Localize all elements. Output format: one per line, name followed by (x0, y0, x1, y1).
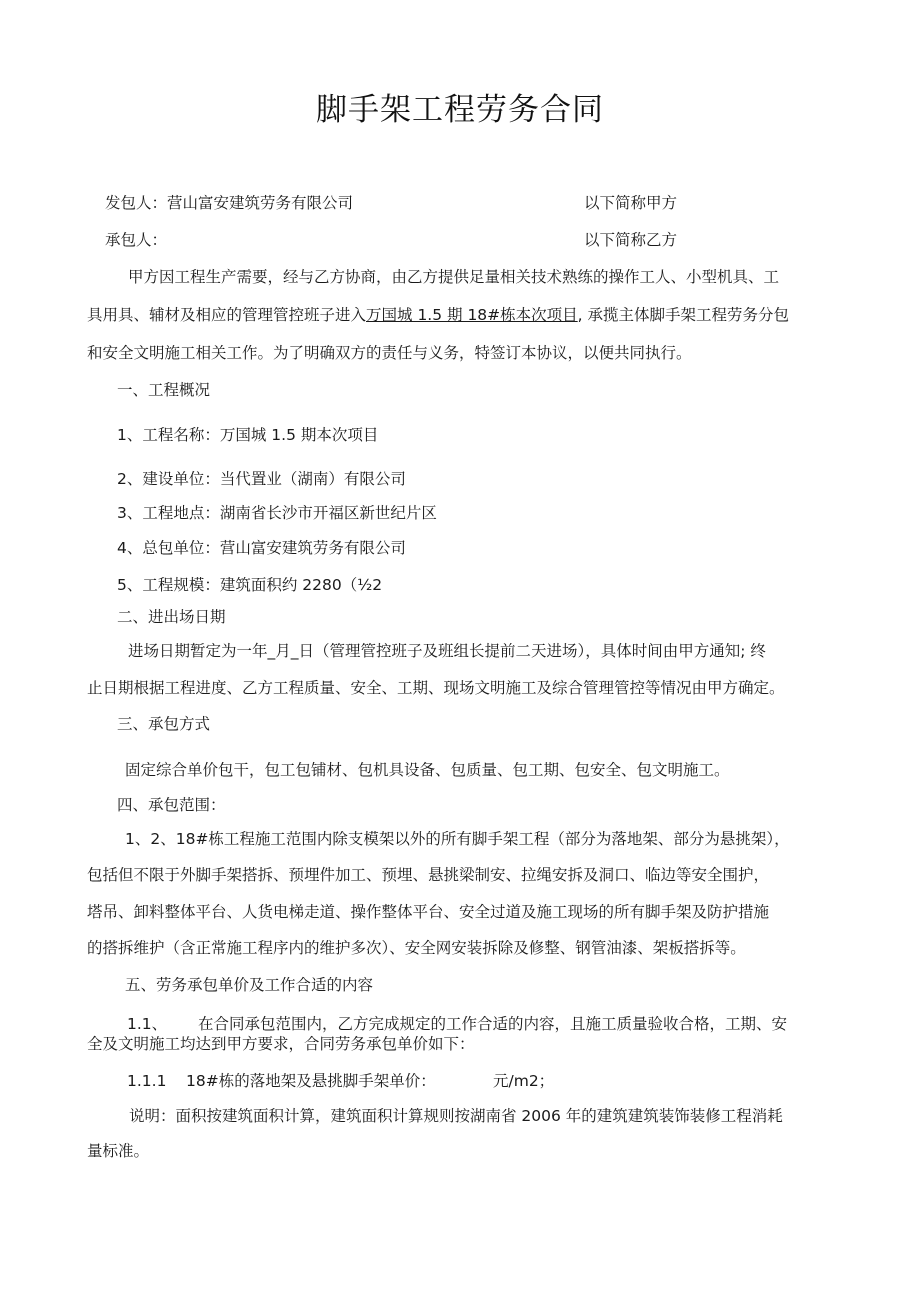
document-title: 脚手架工程劳务合同 (316, 92, 604, 128)
issuer-line: 发包人：营山富安建筑劳务有限公司 (105, 194, 354, 212)
section-1-item-2: 2、建设单位：当代置业（湖南）有限公司 (117, 470, 406, 488)
intro-line-2-suffix: , 承揽主体脚手架工程劳务分包 (577, 306, 790, 324)
section-5-heading: 五、劳务承包单价及工作合适的内容 (125, 976, 374, 994)
section-5-item-111-text: 18#栋的落地架及悬挑脚手架单价： (186, 1072, 436, 1090)
intro-line-1: 甲方因工程生产需要，经与乙方协商，由乙方提供足量相关技术熟练的操作工人、小型机具、工 (128, 268, 780, 286)
section-4-line-2: 包括但不限于外脚手架搭拆、预埋件加工、预埋、悬挑梁制安、拉绳安拆及洞口、临边等安全围护， (87, 866, 770, 884)
note-line-2: 量标准。 (87, 1142, 150, 1160)
section-5-item-111-unit: 元/m2； (493, 1072, 555, 1090)
section-2-heading: 二、进出场日期 (117, 608, 226, 626)
section-4-line-4: 的搭拆维护（含正常施工程序内的维护多次）、安全网安装拆除及修整、钢管油漆、架板搭拆等。 (87, 939, 746, 957)
contractor-line: 承包人： (105, 231, 168, 249)
section-4-heading: 四、承包范围： (117, 796, 226, 814)
section-1-item-1: 1、工程名称：万国城 1.5 期本次项目 (117, 426, 379, 444)
note-line-1: 说明：面积按建筑面积计算，建筑面积计算规则按湖南省 2006 年的建筑建筑装饰装修工程消耗 (129, 1107, 783, 1125)
issuer-alias: 以下简称甲方 (584, 194, 678, 212)
intro-line-2-prefix: 具用具、辅材及相应的管理管控班子进入 (87, 306, 367, 324)
section-2-line-1: 进场日期暂定为一年_月_日（管理管控班子及班组长提前二天进场），具体时间由甲方通知; 终 (128, 642, 766, 660)
section-1-item-4: 4、总包单位：营山富安建筑劳务有限公司 (117, 539, 406, 557)
section-4-line-1: 1、2、18#栋工程施工范围内除支模架以外的所有脚手架工程（部分为落地架、部分为悬挑架）， (125, 830, 790, 848)
section-5-item-111-number: 1.1.1 (127, 1072, 167, 1090)
intro-line-3: 和安全文明施工相关工作。为了明确双方的责任与义务，特签订本协议，以便共同执行。 (87, 344, 692, 362)
section-3-line-1: 固定综合单价包干，包工包铺材、包机具设备、包质量、包工期、包安全、包文明施工。 (125, 761, 730, 779)
section-5-item-1-line-2: 全及文明施工均达到甲方要求，合同劳务承包单价如下： (87, 1035, 475, 1053)
section-1-heading: 一、工程概况 (117, 381, 211, 399)
section-1-item-3: 3、工程地点：湖南省长沙市开福区新世纪片区 (117, 504, 437, 522)
section-2-line-2: 止日期根据工程进度、乙方工程质量、安全、工期、现场文明施工及综合管理管控等情况由甲方确定。 (87, 679, 785, 697)
section-1-item-5: 5、工程规模：建筑面积约 2280（½2 (117, 576, 383, 594)
intro-line-2 (87, 304, 789, 326)
section-3-heading: 三、承包方式 (117, 715, 211, 733)
section-5-item-1-text: 在合同承包范围内，乙方完成规定的工作合适的内容，且施工质量验收合格，工期、安 (198, 1015, 788, 1033)
section-5-item-1-number: 1.1、 (127, 1015, 168, 1033)
project-name-underlined: 万国城 1.5 期 18#栋本次项目 (366, 306, 578, 324)
section-4-line-3: 塔吊、卸料整体平台、人货电梯走道、操作整体平台、安全过道及施工现场的所有脚手架及防护措施 (87, 903, 770, 921)
contractor-alias: 以下简称乙方 (584, 231, 678, 249)
